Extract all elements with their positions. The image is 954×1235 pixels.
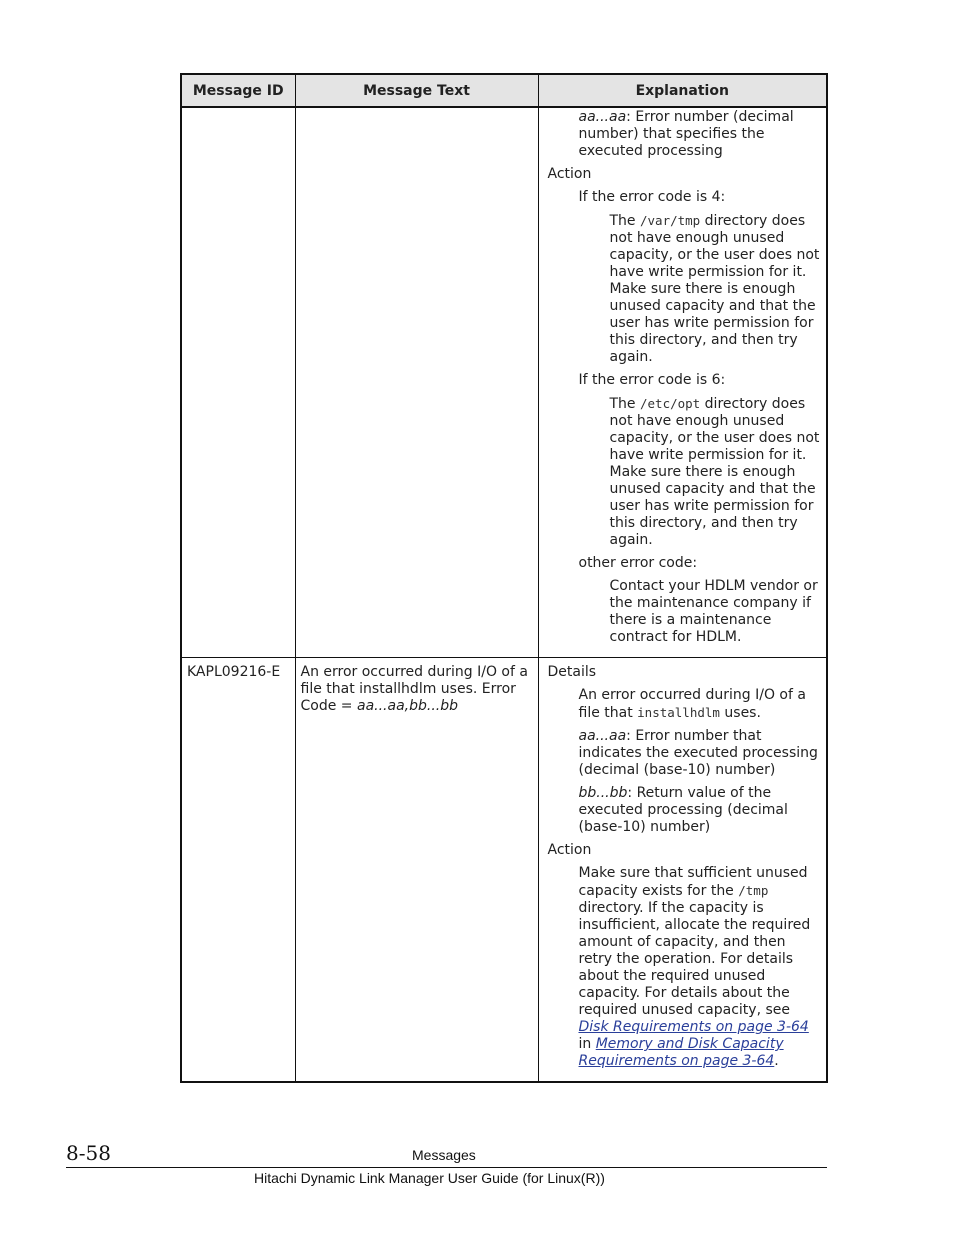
continued-id-cell xyxy=(181,107,295,658)
action-text: Make sure that sufficient unused capacity exists for the /tmp directory. If the capacity is insufficient, allocate the required amount of capacity, and then retry the operation. For details about the required unused capacity. For details about the required unused capacity, see Disk Requirements on page 3-64 in Memory and Disk Capacity Requirements on page 3-64. xyxy=(578,865,811,1069)
page-number: 8-58 xyxy=(66,1141,111,1165)
explanation-cell xyxy=(538,658,827,1083)
table-row-kapl09216 xyxy=(181,658,827,1083)
message-id: KAPL09216-E xyxy=(187,664,281,680)
case-4-title: If the error code is 4: xyxy=(578,189,726,205)
details-text: An error occurred during I/O of a file that installhdlm uses. xyxy=(578,687,806,721)
other-code-title: other error code: xyxy=(578,555,698,571)
table-header-row xyxy=(181,74,827,107)
memory-disk-capacity-link[interactable]: Memory and Disk Capacity Requirements on page 3-64 xyxy=(578,1036,784,1069)
continued-explanation-cell xyxy=(538,107,827,658)
aa-param: aa...aa: Error number that indicates the executed processing (decimal (base-10) number) xyxy=(578,728,818,778)
case-6-text: The /etc/opt directory does not have enough unused capacity, or the user does not have write permission for it. Make sure there is enough unused capacity and that the user has write permission for this directory, and then try again. xyxy=(609,396,820,548)
disk-requirements-link[interactable]: Disk Requirements on page 3-64 xyxy=(578,1019,809,1035)
other-code-text: Contact your HDLM vendor or the maintenance company if there is a maintenance contract for HDLM. xyxy=(609,578,818,645)
case-6-title: If the error code is 6: xyxy=(578,372,726,388)
bb-param: bb...bb: Return value of the executed processing (decimal (base-10) number) xyxy=(578,785,788,835)
details-heading: Details xyxy=(547,664,597,680)
messages-table xyxy=(180,73,828,1083)
message-text: An error occurred during I/O of a file that installhdlm uses. Error Code = aa...aa,bb...bb xyxy=(300,664,528,714)
message-text-cell xyxy=(295,658,538,1083)
footer-section: Messages xyxy=(412,1147,476,1163)
action-heading: Action xyxy=(547,166,592,182)
header-explanation: Explanation xyxy=(538,74,827,107)
footer-guide-title: Hitachi Dynamic Link Manager User Guide (for Linux(R)) xyxy=(254,1170,605,1186)
message-id-cell xyxy=(181,658,295,1083)
continued-text-cell xyxy=(295,107,538,658)
aa-param: aa...aa: Error number (decimal number) that specifies the executed processing xyxy=(578,109,794,159)
header-message-id: Message ID xyxy=(181,74,295,107)
action-heading: Action xyxy=(547,842,592,858)
case-4-text: The /var/tmp directory does not have enough unused capacity, or the user does not have write permission for it. Make sure there is enough unused capacity and that the user has write permission for this directory, and then try again. xyxy=(609,213,820,365)
header-message-text: Message Text xyxy=(295,74,538,107)
footer-divider xyxy=(66,1167,827,1168)
table-row-continued xyxy=(181,107,827,658)
